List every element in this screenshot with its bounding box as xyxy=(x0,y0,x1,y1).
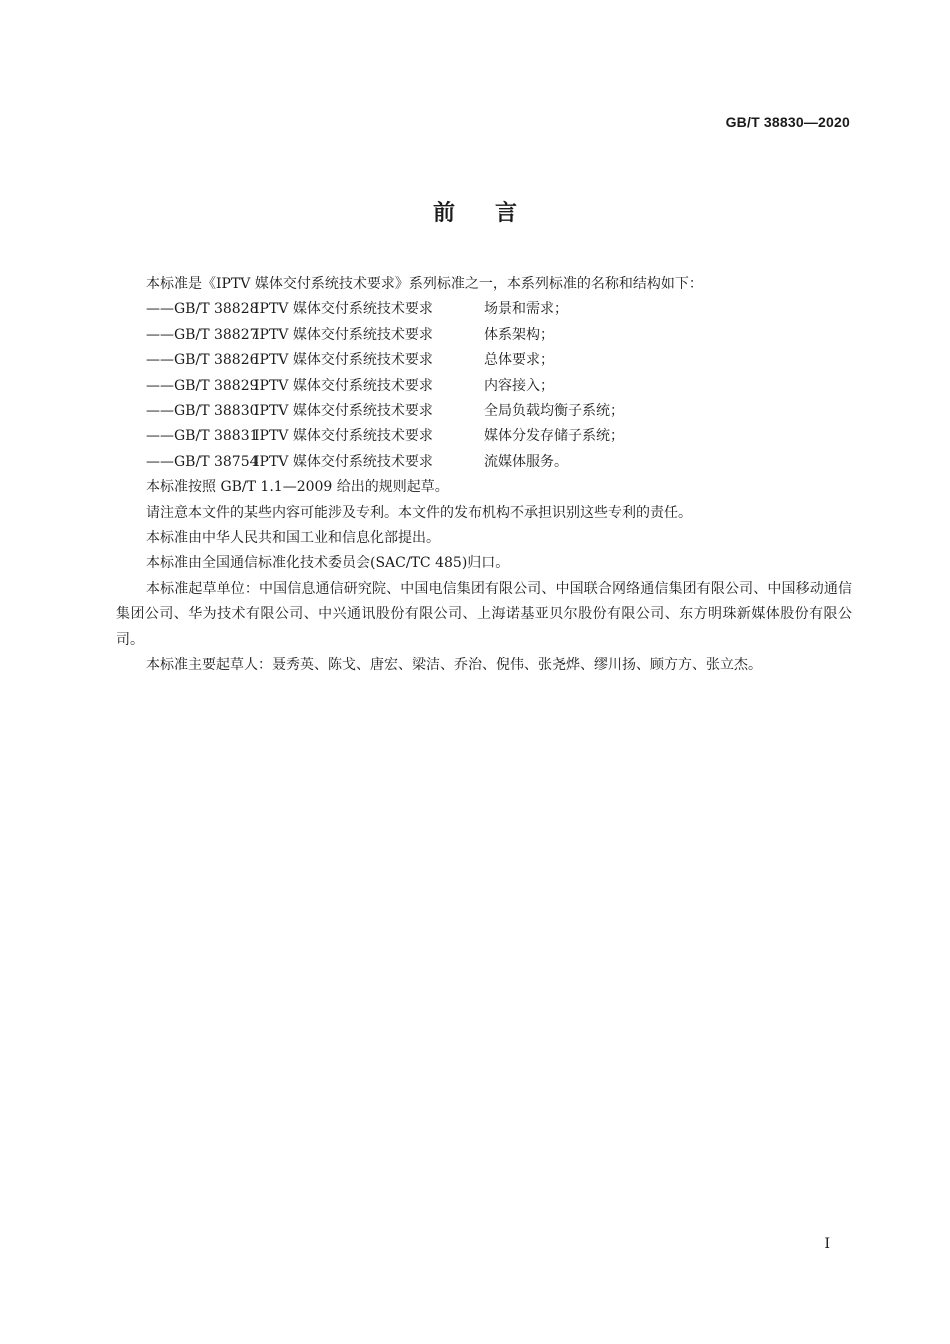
series-list-item xyxy=(116,374,852,399)
series-list-item xyxy=(116,297,852,322)
series-list-item xyxy=(116,450,852,475)
series-list-item xyxy=(116,323,852,348)
standard-code: GB/T 38830—2020 xyxy=(725,114,850,130)
page-title xyxy=(0,196,950,227)
series-item-part: 流媒体服务。 xyxy=(484,453,568,470)
series-item-code: ——GB/T 38827 xyxy=(146,326,259,343)
series-item-part: 全局负载均衡子系统； xyxy=(484,403,624,420)
series-item-name: IPTV 媒体交付系统技术要求 xyxy=(254,403,433,420)
series-item-code: ——GB/T 38828 xyxy=(146,301,259,318)
series-item-part: 场景和需求； xyxy=(484,301,568,318)
series-list-item xyxy=(116,348,852,373)
series-item-code: ——GB/T 38830 xyxy=(146,403,259,420)
intro-paragraph: 本标准是《IPTV 媒体交付系统技术要求》系列标准之一，本系列标准的名称和结构如下： xyxy=(146,276,703,292)
series-item-name: IPTV 媒体交付系统技术要求 xyxy=(254,326,433,343)
page-number: I xyxy=(824,1236,830,1252)
title-char-1: 前 xyxy=(432,201,455,226)
series-item-name: IPTV 媒体交付系统技术要求 xyxy=(254,453,433,470)
series-list-item xyxy=(116,399,852,424)
series-item-part: 总体要求； xyxy=(484,352,554,369)
drafters-paragraph: 本标准主要起草人：聂秀英、陈戈、唐宏、梁洁、乔治、倪伟、张尧烨、缪川扬、顾方方、张立杰。 xyxy=(146,657,762,674)
foreword-body xyxy=(116,272,852,679)
patent-notice-paragraph: 请注意本文件的某些内容可能涉及专利。本文件的发布机构不承担识别这些专利的责任。 xyxy=(146,504,692,521)
managed-by-paragraph: 本标准由全国通信标准化技术委员会(SAC/TC 485)归口。 xyxy=(146,555,510,572)
series-list-item xyxy=(116,424,852,449)
title-char-2: 言 xyxy=(495,201,518,226)
series-item-code: ——GB/T 38831 xyxy=(146,428,259,445)
drafting-units-paragraph: 本标准起草单位：中国信息通信研究院、中国电信集团有限公司、中国联合网络通信集团有限公司、中国移动通信集团公司、华为技术有限公司、中兴通讯股份有限公司、上海诺基亚贝尔股份有限公司、东方明珠新媒体股份有限公司。 xyxy=(116,580,852,648)
series-item-name: IPTV 媒体交付系统技术要求 xyxy=(254,428,433,445)
series-item-code: ——GB/T 38754 xyxy=(146,453,259,470)
series-item-name: IPTV 媒体交付系统技术要求 xyxy=(254,301,433,318)
series-item-part: 内容接入； xyxy=(484,377,554,394)
series-item-name: IPTV 媒体交付系统技术要求 xyxy=(254,377,433,394)
series-item-part: 媒体分发存储子系统； xyxy=(484,428,624,445)
series-item-part: 体系架构； xyxy=(484,326,554,343)
series-item-code: ——GB/T 38826 xyxy=(146,352,259,369)
drafting-rules-paragraph: 本标准按照 GB/T 1.1—2009 给出的规则起草。 xyxy=(146,479,449,496)
series-item-name: IPTV 媒体交付系统技术要求 xyxy=(254,352,433,369)
proposed-by-paragraph: 本标准由中华人民共和国工业和信息化部提出。 xyxy=(146,530,440,547)
series-item-code: ——GB/T 38829 xyxy=(146,377,259,394)
